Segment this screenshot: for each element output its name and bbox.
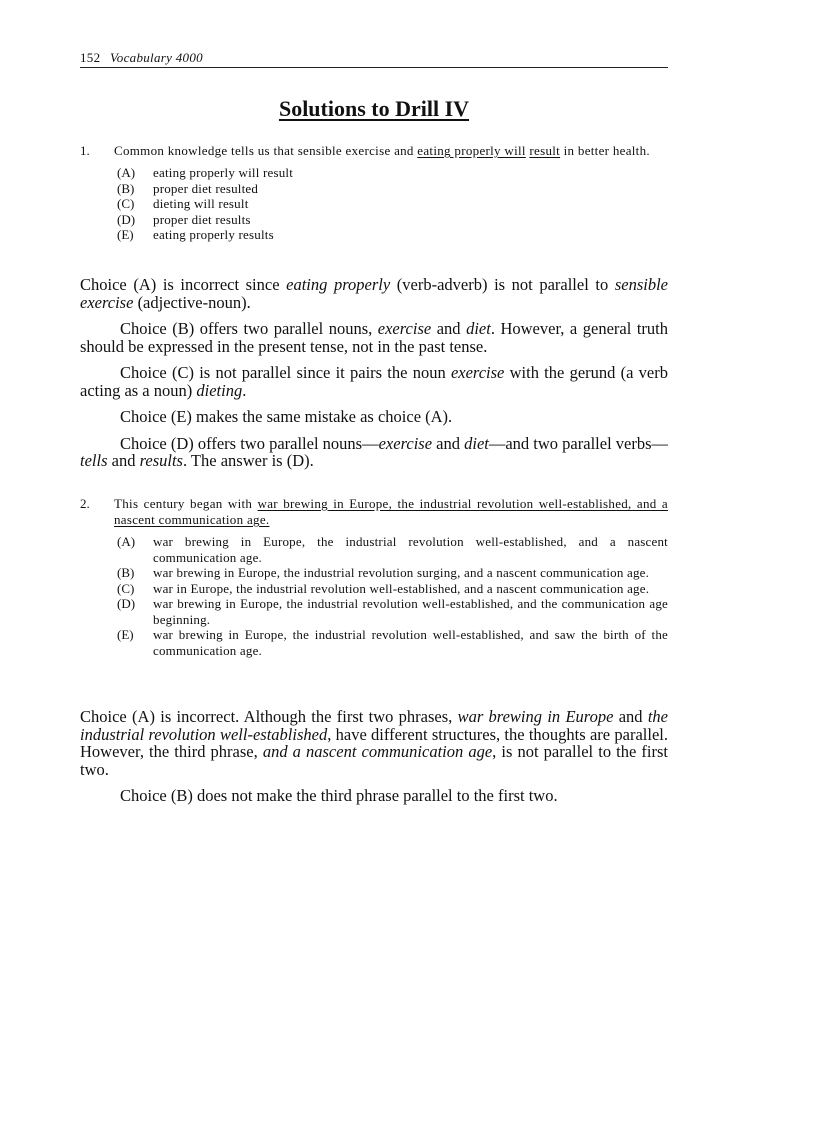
explanation-paragraph: Choice (E) makes the same mistake as choice (A). <box>120 407 453 426</box>
book-title: Vocabulary 4000 <box>109 50 203 65</box>
option-text: dieting will result <box>153 196 249 211</box>
answer-option <box>117 165 668 181</box>
page-number: 152 <box>80 50 101 65</box>
answer-option <box>117 534 668 565</box>
explanation-1 <box>80 276 668 479</box>
option-text: proper diet resulted <box>153 180 259 196</box>
answer-option <box>117 212 668 228</box>
option-text: war brewing in Europe, the industrial revolution surging, and a nascent communication age. <box>153 565 650 580</box>
answer-options <box>117 534 668 658</box>
answer-option <box>117 565 668 581</box>
underlined-phrase: eating properly will <box>417 143 526 158</box>
option-label: (E) <box>117 227 134 242</box>
explanation-paragraph: Choice (B) offers two parallel nouns, exercise and diet. However, a general truth should be expressed in the present tense, not in the past tense. <box>80 319 668 356</box>
option-label: (E) <box>117 627 134 642</box>
underlined-phrase: war brewing in Europe, the industrial revolution well-established, and a nascent communication age. <box>114 496 668 527</box>
explanation-2 <box>80 708 668 814</box>
question-stem: Common knowledge tells us that sensible exercise and eating properly will result in better health. <box>114 143 650 158</box>
option-text: war brewing in Europe, the industrial revolution well-established, and the communication age beginning. <box>153 596 668 627</box>
question-1 <box>80 143 668 243</box>
answer-option <box>117 581 668 597</box>
option-text: war in Europe, the industrial revolution well-established, and a nascent communication age. <box>153 580 650 596</box>
question-stem: This century began with war brewing in Europe, the industrial revolution well-established, and a nascent communication age. <box>114 496 668 527</box>
option-label: (A) <box>117 165 136 180</box>
option-label: (C) <box>117 580 135 596</box>
option-text: eating properly will result <box>153 165 294 180</box>
option-text: proper diet results <box>153 211 251 227</box>
answer-option <box>117 227 668 243</box>
option-label: (D) <box>117 596 136 611</box>
answer-option <box>117 196 668 212</box>
underlined-phrase: result <box>529 143 561 158</box>
option-label: (D) <box>117 211 136 227</box>
explanation-paragraph: Choice (A) is incorrect. Although the first two phrases, war brewing in Europe and the industrial revolution well-established, have different structures, the thoughts are parallel. However, the third phrase, and a nascent communication age, is not parallel to the first two. <box>80 707 668 779</box>
option-text: war brewing in Europe, the industrial revolution well-established, and a nascent communication age. <box>153 534 668 565</box>
explanation-paragraph: Choice (A) is incorrect since eating properly (verb-adverb) is not parallel to sensible exercise (adjective-noun). <box>80 275 668 312</box>
explanation-paragraph: Choice (C) is not parallel since it pairs the noun exercise with the gerund (a verb acting as a noun) dieting. <box>80 363 668 400</box>
option-label: (B) <box>117 180 135 196</box>
explanation-paragraph: Choice (D) offers two parallel nouns—exercise and diet—and two parallel verbs—tells and results. The answer is (D). <box>80 433 669 470</box>
option-label: (A) <box>117 534 136 549</box>
answer-option <box>117 596 668 627</box>
running-header <box>80 50 668 68</box>
option-text: eating properly results <box>153 227 274 242</box>
question-number: 2. <box>80 496 90 511</box>
answer-option <box>117 181 668 197</box>
explanation-paragraph: Choice (B) does not make the third phrase parallel to the first two. <box>120 786 558 805</box>
answer-option <box>117 627 668 658</box>
option-label: (B) <box>117 565 135 580</box>
page-title: Solutions to Drill IV <box>278 96 470 121</box>
question-number: 1. <box>80 143 90 158</box>
option-label: (C) <box>117 196 135 211</box>
answer-options <box>117 165 668 243</box>
option-text: war brewing in Europe, the industrial revolution well-established, and saw the birth of the communication age. <box>153 627 668 658</box>
question-2 <box>80 496 668 658</box>
